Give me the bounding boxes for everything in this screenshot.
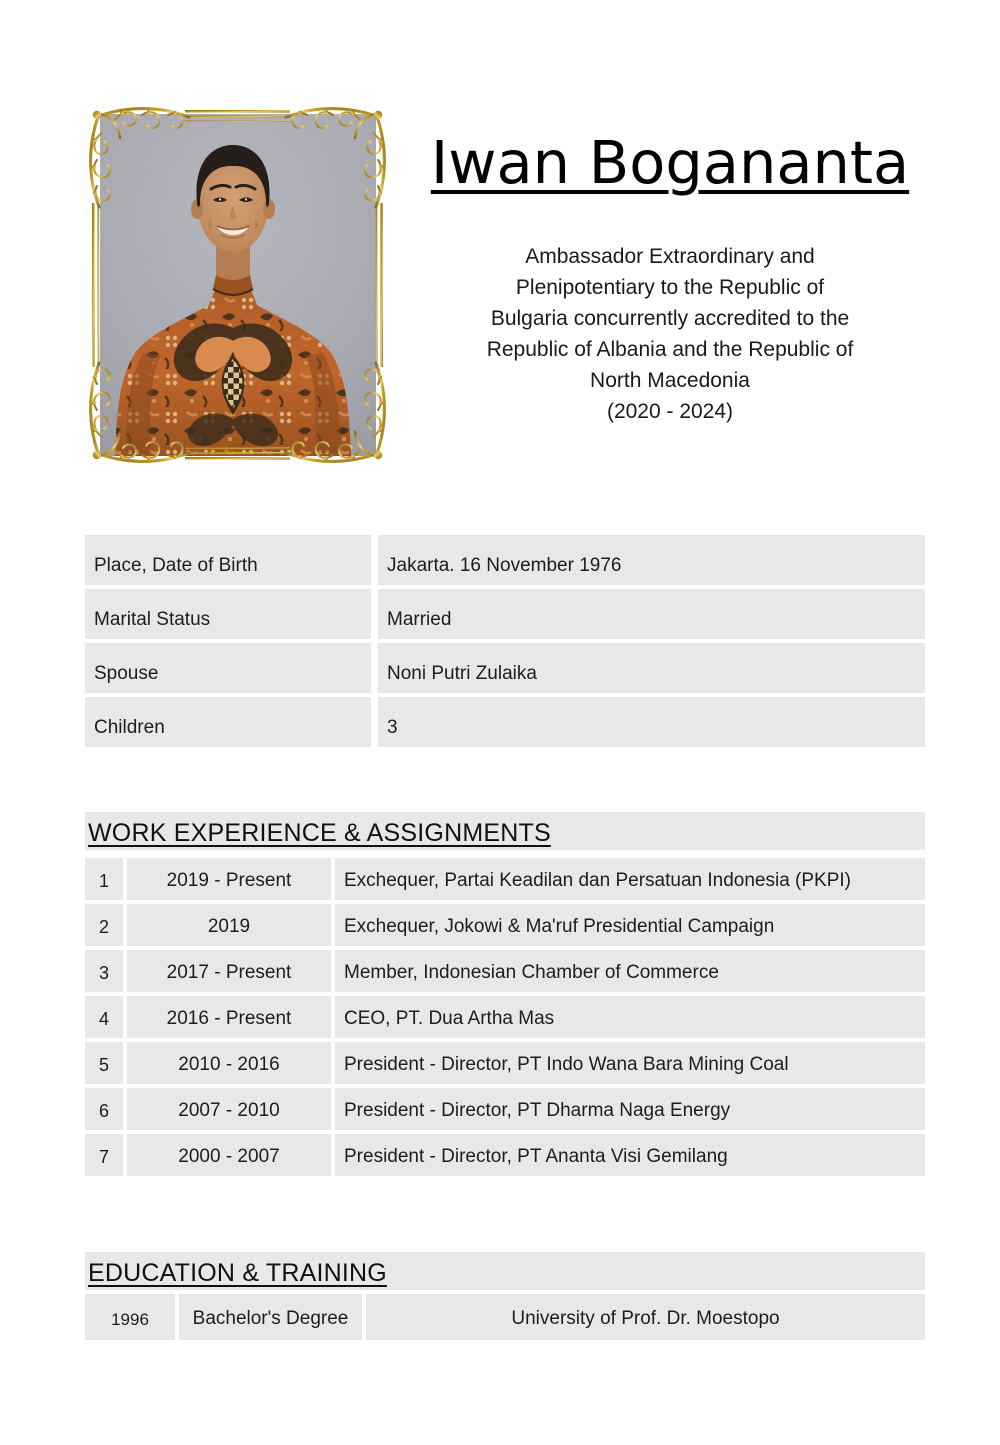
subtitle-line: (2020 - 2024): [606, 400, 734, 423]
work-experience-table: [85, 858, 925, 1176]
work-row-role: CEO, PT. Dua Artha Mas: [335, 996, 925, 1038]
work-row-role: Exchequer, Jokowi & Ma'ruf Presidential Campaign: [335, 904, 925, 946]
personal-value: Married: [378, 589, 925, 639]
work-row-period: 2007 - 2010: [127, 1088, 331, 1130]
person-subtitle: [412, 241, 928, 427]
profile-photo: [100, 114, 376, 456]
personal-label: Children: [85, 697, 371, 747]
work-row-number: 6: [85, 1088, 123, 1130]
subtitle-line: Ambassador Extraordinary and: [525, 245, 815, 268]
education-table: [85, 1294, 925, 1340]
work-row-role: President - Director, PT Ananta Visi Gemilang: [335, 1134, 925, 1176]
work-row-period: 2000 - 2007: [127, 1134, 331, 1176]
work-row-period: 2017 - Present: [127, 950, 331, 992]
person-name: Iwan Bogananta: [430, 128, 910, 197]
work-row-role: Member, Indonesian Chamber of Commerce: [335, 950, 925, 992]
personal-info-table: [85, 535, 925, 747]
work-row-number: 2: [85, 904, 123, 946]
work-section-header: [85, 812, 925, 850]
personal-label: Spouse: [85, 643, 371, 693]
work-row-number: 3: [85, 950, 123, 992]
work-row-role: Exchequer, Partai Keadilan dan Persatuan Indonesia (PKPI): [335, 858, 925, 900]
education-section-header: [85, 1252, 925, 1290]
work-row-role: President - Director, PT Dharma Naga Energy: [335, 1088, 925, 1130]
work-row-number: 1: [85, 858, 123, 900]
work-row-number: 4: [85, 996, 123, 1038]
personal-label: Marital Status: [85, 589, 371, 639]
profile-photo-frame: [85, 103, 390, 467]
education-row-year: 1996: [85, 1294, 175, 1340]
personal-value: 3: [378, 697, 925, 747]
subtitle-line: Bulgaria concurrently accredited to the: [490, 307, 850, 330]
title-block: [412, 128, 928, 197]
work-row-number: 7: [85, 1134, 123, 1176]
education-row-degree: Bachelor's Degree: [179, 1294, 362, 1340]
subtitle-line: Plenipotentiary to the Republic of: [515, 276, 825, 299]
work-section-heading: WORK EXPERIENCE & ASSIGNMENTS: [88, 819, 551, 847]
personal-value: Jakarta. 16 November 1976: [378, 535, 925, 585]
work-row-number: 5: [85, 1042, 123, 1084]
work-row-role: President - Director, PT Indo Wana Bara Mining Coal: [335, 1042, 925, 1084]
personal-label: Place, Date of Birth: [85, 535, 371, 585]
work-row-period: 2019 - Present: [127, 858, 331, 900]
work-row-period: 2016 - Present: [127, 996, 331, 1038]
subtitle-line: North Macedonia: [590, 369, 750, 392]
personal-value: Noni Putri Zulaika: [378, 643, 925, 693]
education-section-heading: EDUCATION & TRAINING: [88, 1259, 387, 1287]
work-row-period: 2010 - 2016: [127, 1042, 331, 1084]
education-row-institution: University of Prof. Dr. Moestopo: [366, 1294, 925, 1340]
photo-frame-ornament-svg: [85, 103, 390, 467]
subtitle-line: Republic of Albania and the Republic of: [486, 338, 854, 361]
work-row-period: 2019: [127, 904, 331, 946]
